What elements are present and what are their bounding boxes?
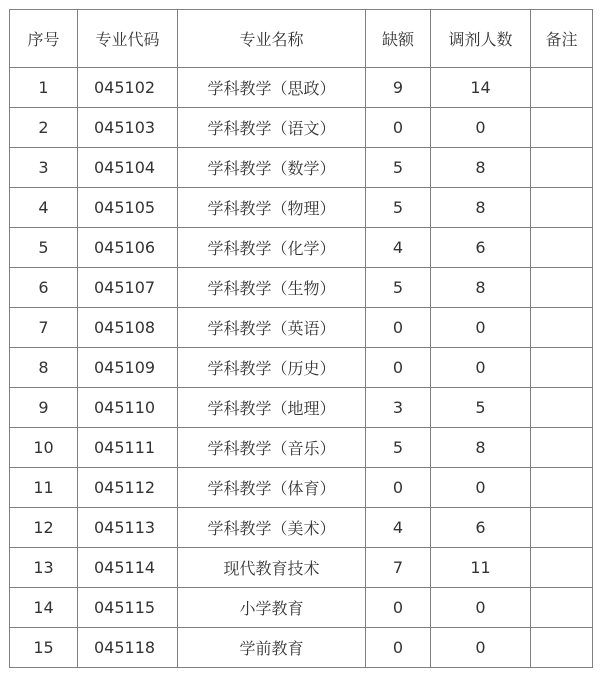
cell-remark: [531, 188, 593, 228]
table-row: [10, 148, 593, 188]
cell-major-code: 045111: [78, 428, 178, 468]
cell-vacancy: 7: [366, 548, 431, 588]
cell-vacancy: 0: [366, 308, 431, 348]
cell-adjust-count: 6: [431, 508, 531, 548]
cell-index: 8: [10, 348, 78, 388]
cell-major-code: 045108: [78, 308, 178, 348]
cell-major-name: 学科教学（化学）: [178, 228, 366, 268]
cell-remark: [531, 428, 593, 468]
cell-remark: [531, 348, 593, 388]
cell-adjust-count: 0: [431, 108, 531, 148]
table-row: [10, 588, 593, 628]
table-row: [10, 108, 593, 148]
cell-adjust-count: 11: [431, 548, 531, 588]
table-row: [10, 348, 593, 388]
cell-remark: [531, 588, 593, 628]
header-major-name: 专业名称: [178, 10, 366, 68]
cell-vacancy: 5: [366, 188, 431, 228]
cell-major-code: 045106: [78, 228, 178, 268]
cell-major-code: 045102: [78, 68, 178, 108]
cell-major-code: 045105: [78, 188, 178, 228]
adjustment-table: [9, 9, 593, 668]
cell-vacancy: 3: [366, 388, 431, 428]
cell-major-code: 045110: [78, 388, 178, 428]
cell-major-code: 045115: [78, 588, 178, 628]
cell-index: 1: [10, 68, 78, 108]
cell-index: 6: [10, 268, 78, 308]
cell-vacancy: 0: [366, 348, 431, 388]
cell-adjust-count: 14: [431, 68, 531, 108]
cell-major-name: 学科教学（思政）: [178, 68, 366, 108]
cell-vacancy: 5: [366, 428, 431, 468]
cell-vacancy: 4: [366, 228, 431, 268]
cell-adjust-count: 8: [431, 148, 531, 188]
cell-index: 5: [10, 228, 78, 268]
cell-major-name: 学科教学（音乐）: [178, 428, 366, 468]
cell-major-name: 学科教学（物理）: [178, 188, 366, 228]
cell-vacancy: 0: [366, 628, 431, 668]
cell-major-name: 小学教育: [178, 588, 366, 628]
cell-major-name: 学科教学（历史）: [178, 348, 366, 388]
cell-index: 3: [10, 148, 78, 188]
header-adjust-count: 调剂人数: [431, 10, 531, 68]
cell-adjust-count: 0: [431, 468, 531, 508]
table-row: [10, 628, 593, 668]
cell-remark: [531, 388, 593, 428]
cell-major-code: 045109: [78, 348, 178, 388]
cell-major-name: 学科教学（体育）: [178, 468, 366, 508]
cell-vacancy: 0: [366, 588, 431, 628]
cell-adjust-count: 8: [431, 268, 531, 308]
cell-remark: [531, 148, 593, 188]
table-row: [10, 68, 593, 108]
cell-major-code: 045104: [78, 148, 178, 188]
cell-major-code: 045112: [78, 468, 178, 508]
cell-index: 12: [10, 508, 78, 548]
cell-remark: [531, 308, 593, 348]
cell-adjust-count: 5: [431, 388, 531, 428]
table-row: [10, 188, 593, 228]
cell-major-name: 学前教育: [178, 628, 366, 668]
header-index: 序号: [10, 10, 78, 68]
cell-major-code: 045114: [78, 548, 178, 588]
cell-major-code: 045118: [78, 628, 178, 668]
cell-index: 9: [10, 388, 78, 428]
cell-remark: [531, 628, 593, 668]
cell-major-name: 学科教学（数学）: [178, 148, 366, 188]
cell-major-code: 045103: [78, 108, 178, 148]
header-remark: 备注: [531, 10, 593, 68]
header-major-code: 专业代码: [78, 10, 178, 68]
cell-index: 13: [10, 548, 78, 588]
cell-major-name: 现代教育技术: [178, 548, 366, 588]
table-row: [10, 228, 593, 268]
cell-major-code: 045107: [78, 268, 178, 308]
cell-vacancy: 9: [366, 68, 431, 108]
cell-index: 11: [10, 468, 78, 508]
cell-vacancy: 4: [366, 508, 431, 548]
cell-adjust-count: 6: [431, 228, 531, 268]
cell-adjust-count: 8: [431, 428, 531, 468]
table-row: [10, 268, 593, 308]
table-row: [10, 508, 593, 548]
cell-remark: [531, 108, 593, 148]
cell-vacancy: 5: [366, 148, 431, 188]
cell-adjust-count: 0: [431, 348, 531, 388]
cell-adjust-count: 8: [431, 188, 531, 228]
cell-adjust-count: 0: [431, 308, 531, 348]
cell-remark: [531, 468, 593, 508]
cell-major-name: 学科教学（地理）: [178, 388, 366, 428]
cell-vacancy: 5: [366, 268, 431, 308]
cell-remark: [531, 68, 593, 108]
cell-adjust-count: 0: [431, 628, 531, 668]
cell-index: 7: [10, 308, 78, 348]
cell-major-name: 学科教学（生物）: [178, 268, 366, 308]
cell-remark: [531, 548, 593, 588]
header-vacancy: 缺额: [366, 10, 431, 68]
cell-major-name: 学科教学（语文）: [178, 108, 366, 148]
cell-index: 15: [10, 628, 78, 668]
table-row: [10, 428, 593, 468]
cell-major-name: 学科教学（美术）: [178, 508, 366, 548]
cell-remark: [531, 268, 593, 308]
table-row: [10, 388, 593, 428]
cell-major-code: 045113: [78, 508, 178, 548]
cell-major-name: 学科教学（英语）: [178, 308, 366, 348]
cell-remark: [531, 508, 593, 548]
cell-vacancy: 0: [366, 468, 431, 508]
cell-remark: [531, 228, 593, 268]
table-row: [10, 308, 593, 348]
cell-index: 14: [10, 588, 78, 628]
cell-index: 4: [10, 188, 78, 228]
header-row: [10, 10, 593, 68]
table-row: [10, 468, 593, 508]
table-row: [10, 548, 593, 588]
cell-index: 2: [10, 108, 78, 148]
cell-vacancy: 0: [366, 108, 431, 148]
cell-adjust-count: 0: [431, 588, 531, 628]
cell-index: 10: [10, 428, 78, 468]
